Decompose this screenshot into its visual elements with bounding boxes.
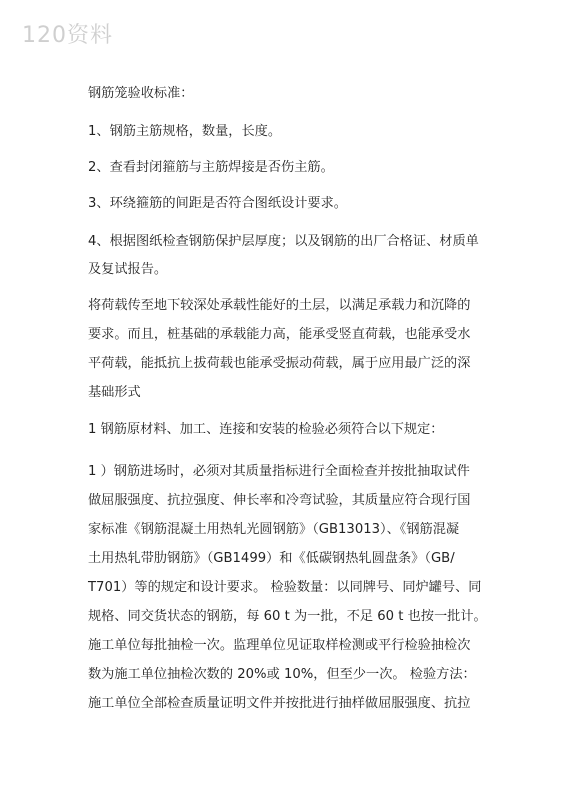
- paragraph-line: 1 ）钢筋进场时，必须对其质量指标进行全面检查并按批抽取试件: [88, 464, 470, 479]
- doc-heading: 钢筋笼验收标准：: [88, 86, 194, 101]
- paragraph-line: 家标准《钢筋混凝土用热轧光圆钢筋》（GB13013）、《钢筋混凝: [88, 522, 460, 537]
- section-heading: 1 钢筋原材料、加工、连接和安装的检验必须符合以下规定：: [88, 422, 444, 437]
- paragraph-line: 基础形式: [88, 385, 141, 400]
- watermark-logo: 120资料: [22, 23, 113, 48]
- list-item-continuation: 及复试报告。: [88, 262, 168, 277]
- paragraph-line: T701）等的规定和设计要求。 检验数量：以同牌号、同炉罐号、同: [88, 580, 482, 595]
- paragraph-line: 要求。而且，桩基础的承载能力高，能承受竖直荷载，也能承受水: [88, 327, 471, 342]
- list-item: 2、查看封闭箍筋与主筋焊接是否伤主筋。: [88, 160, 334, 175]
- paragraph-line: 数为施工单位抽检次数的 20%或 10%，但至少一次。 检验方法：: [88, 667, 476, 682]
- paragraph-line: 土用热轧带肋钢筋》（GB1499）和《低碳钢热轧圆盘条》（GB/: [88, 551, 455, 566]
- paragraph-line: 施工单位每批抽检一次。监理单位见证取样检测或平行检验抽检次: [88, 638, 471, 653]
- list-item: 4、根据图纸检查钢筋保护层厚度；以及钢筋的出厂合格证、材质单: [88, 234, 479, 249]
- paragraph-line: 施工单位全部检查质量证明文件并按批进行抽样做屈服强度、抗拉: [88, 696, 471, 711]
- list-item: 3、环绕箍筋的间距是否符合图纸设计要求。: [88, 196, 347, 211]
- paragraph-line: 规格、同交货状态的钢筋，每 60 t 为一批，不足 60 t 也按一批计。: [88, 609, 487, 624]
- paragraph-line: 做屈服强度、抗拉强度、伸长率和冷弯试验，其质量应符合现行国: [88, 493, 471, 508]
- paragraph-line: 平荷载，能抵抗上拔荷载也能承受振动荷载，属于应用最广泛的深: [88, 356, 471, 371]
- list-item: 1、钢筋主筋规格，数量，长度。: [88, 124, 282, 139]
- paragraph-line: 将荷载传至地下较深处承载性能好的土层，以满足承载力和沉降的: [88, 298, 471, 313]
